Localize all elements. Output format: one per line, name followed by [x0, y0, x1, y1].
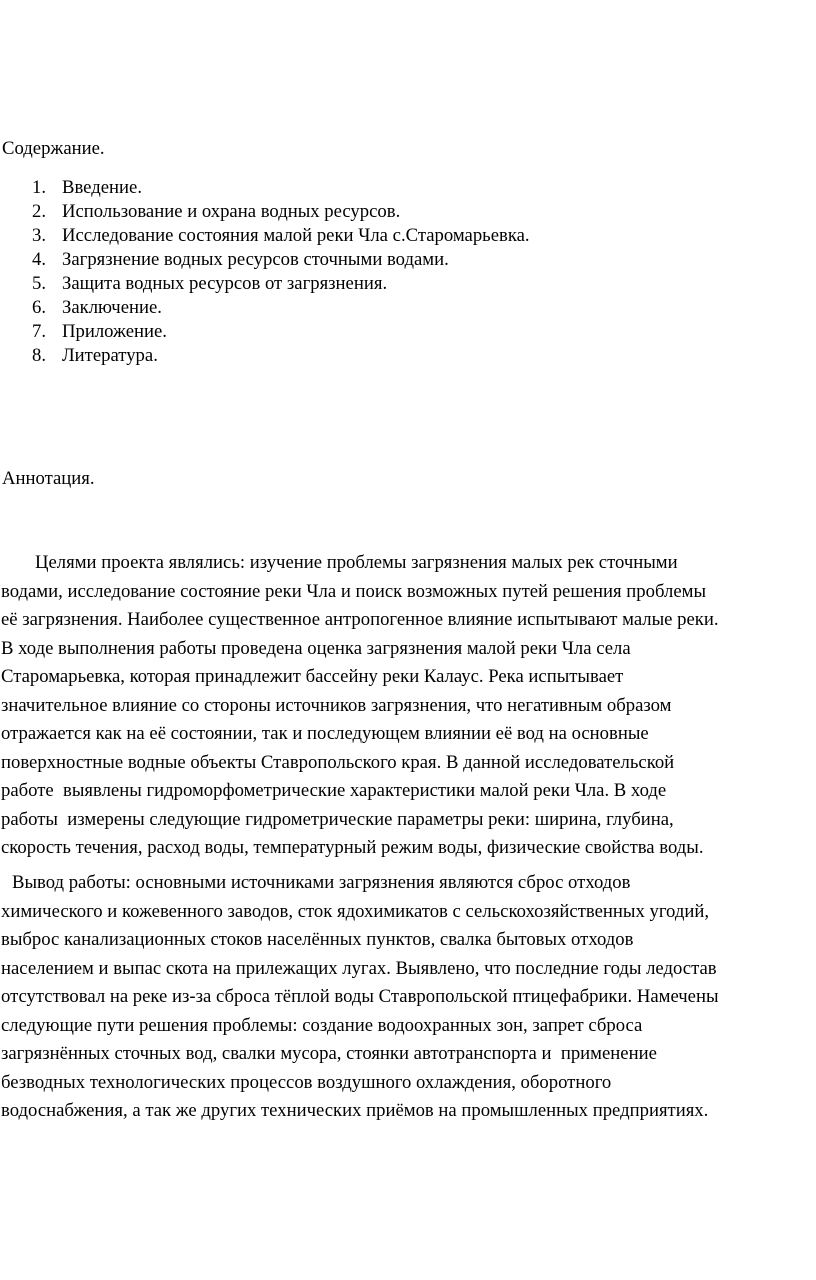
- paragraph-line: загрязнённых сточных вод, свалки мусора, стоянки автотранспорта и применение: [1, 1043, 657, 1064]
- paragraph-line: отражается как на её состоянии, так и последующем влиянии её вод на основные: [1, 723, 649, 744]
- paragraph-line: Старомарьевка, которая принадлежит бассейну реки Калаус. Река испытывает: [1, 666, 624, 687]
- toc-item: [0, 224, 530, 248]
- toc-item: [0, 296, 530, 320]
- toc-item: [0, 176, 530, 200]
- paragraph-line: поверхностные водные объекты Ставропольского края. В данной исследовательской: [1, 751, 675, 773]
- toc-item-number: 4.: [32, 249, 47, 270]
- toc-item-number: 6.: [32, 297, 47, 318]
- paragraph-line: водами, исследование состояние реки Чла и поиск возможных путей решения проблемы: [1, 580, 707, 602]
- toc-item: [0, 248, 530, 272]
- paragraph-line: Целями проекта являлись: изучение проблемы загрязнения малых рек сточными: [35, 552, 678, 573]
- toc-item: [0, 344, 530, 368]
- toc-item: [0, 200, 530, 224]
- paragraph-line: В ходе выполнения работы проведена оценка загрязнения малой реки Чла села: [1, 637, 631, 659]
- toc-item-number: 8.: [32, 345, 47, 366]
- paragraph-line: значительное влияние со стороны источников загрязнения, что негативным образом: [1, 694, 672, 716]
- paragraph-line: выброс канализационных стоков населённых пунктов, свалка бытовых отходов: [1, 929, 634, 950]
- paragraph-line: следующие пути решения проблемы: создание водоохранных зон, запрет сброса: [1, 1014, 643, 1036]
- annotation-paragraph-goals: [1, 549, 816, 863]
- toc-item-number: 5.: [32, 273, 47, 294]
- paragraph-line: работы измерены следующие гидрометрические параметры реки: ширина, глубина,: [1, 808, 674, 830]
- paragraph-line: водоснабжения, а так же других технических приёмов на промышленных предприятиях.: [1, 1100, 709, 1121]
- annotation-paragraph-conclusion: [1, 869, 816, 1126]
- toc-item: [0, 272, 530, 296]
- paragraph-line: скорость течения, расход воды, температурный режим воды, физические свойства воды.: [1, 837, 704, 858]
- toc-item-label: Введение.: [62, 177, 142, 198]
- paragraph-line: отсутствовал на реке из-за сброса тёплой воды Ставропольской птицефабрики. Намечены: [1, 986, 719, 1007]
- toc-item-label: Приложение.: [62, 321, 167, 342]
- paragraph-line: населением и выпас скота на прилежащих лугах. Выявлено, что последние годы ледостав: [1, 957, 717, 979]
- toc-item-label: Загрязнение водных ресурсов сточными водами.: [62, 249, 449, 270]
- toc-item-label: Литература.: [62, 345, 158, 366]
- paragraph-line: Вывод работы: основными источниками загрязнения являются сброс отходов: [12, 872, 631, 893]
- toc-item-label: Заключение.: [62, 297, 162, 318]
- toc-item-number: 3.: [32, 225, 47, 246]
- toc-item-number: 1.: [32, 177, 47, 198]
- toc-list: [0, 176, 530, 368]
- toc-item-number: 7.: [32, 321, 47, 342]
- paragraph-line: её загрязнения. Наиболее существенное антропогенное влияние испытывают малые реки.: [1, 609, 719, 630]
- paragraph-line: работе выявлены гидроморфометрические характеристики малой реки Чла. В ходе: [1, 780, 667, 801]
- toc-item: [0, 320, 530, 344]
- toc-item-label: Использование и охрана водных ресурсов.: [62, 201, 401, 222]
- toc-item-number: 2.: [32, 201, 47, 222]
- toc-item-label: Защита водных ресурсов от загрязнения.: [62, 273, 388, 294]
- paragraph-line: химического и кожевенного заводов, сток ядохимикатов с сельскохозяйственных угодий,: [1, 900, 710, 922]
- annotation-heading: Аннотация.: [2, 468, 95, 489]
- toc-item-label: Исследование состояния малой реки Чла с.Старомарьевка.: [62, 225, 530, 246]
- toc-heading: Содержание.: [2, 138, 105, 159]
- paragraph-line: безводных технологических процессов воздушного охлаждения, оборотного: [1, 1071, 612, 1093]
